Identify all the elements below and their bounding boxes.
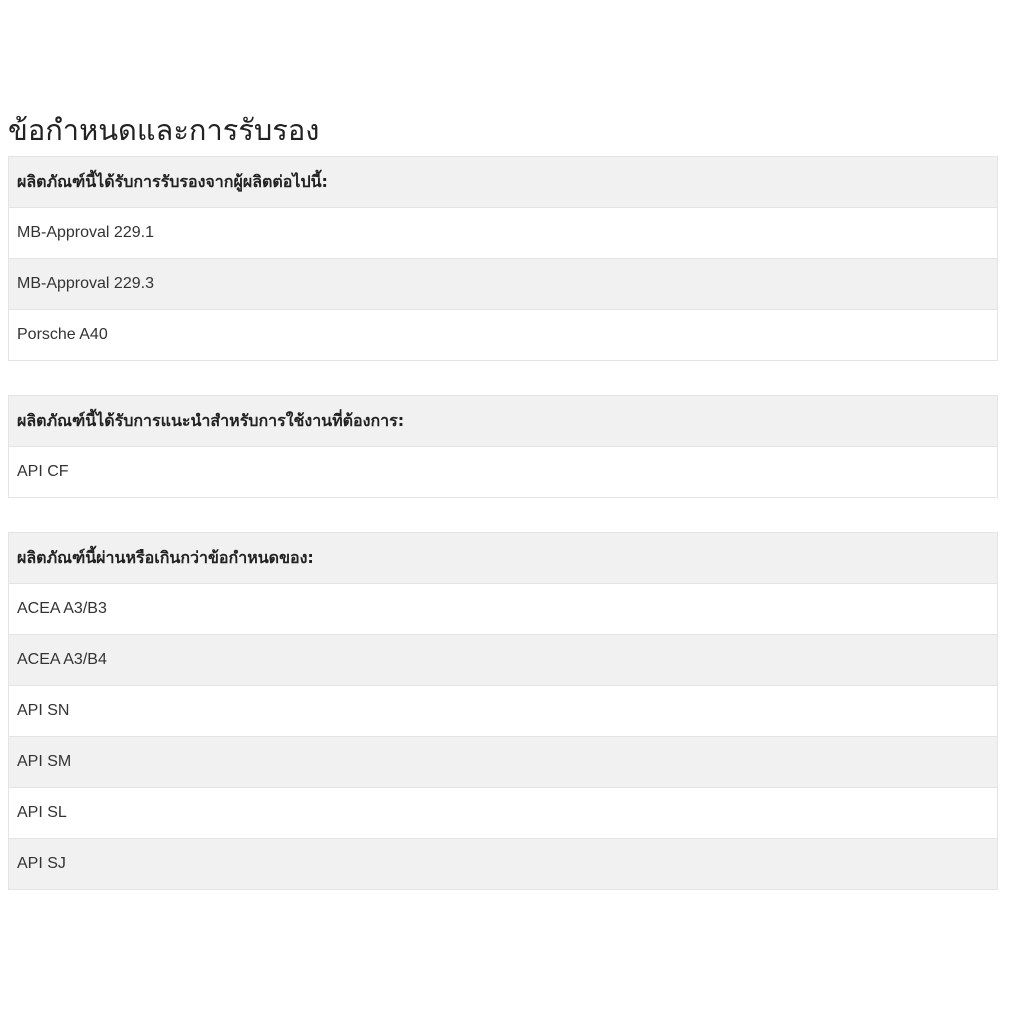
approvals-table xyxy=(8,156,998,361)
table-row: ACEA A3/B3 xyxy=(9,584,998,635)
page-title: ข้อกำหนดและการรับรอง xyxy=(8,113,320,147)
meets-table xyxy=(8,532,998,890)
recommended-table xyxy=(8,395,998,498)
recommended-header: ผลิตภัณฑ์นี้ได้รับการแนะนำสำหรับการใช้งานที่ต้องการ: xyxy=(9,396,998,447)
approvals-header: ผลิตภัณฑ์นี้ได้รับการรับรองจากผู้ผลิตต่อไปนี้: xyxy=(9,157,998,208)
table-row: MB-Approval 229.1 xyxy=(9,208,998,259)
table-row: API SJ xyxy=(9,839,998,890)
table-row: API SL xyxy=(9,788,998,839)
table-row: API SM xyxy=(9,737,998,788)
table-row: Porsche A40 xyxy=(9,310,998,361)
meets-header: ผลิตภัณฑ์นี้ผ่านหรือเกินกว่าข้อกำหนดของ: xyxy=(9,533,998,584)
table-row: API CF xyxy=(9,447,998,498)
table-row: ACEA A3/B4 xyxy=(9,635,998,686)
table-row: MB-Approval 229.3 xyxy=(9,259,998,310)
table-row: API SN xyxy=(9,686,998,737)
